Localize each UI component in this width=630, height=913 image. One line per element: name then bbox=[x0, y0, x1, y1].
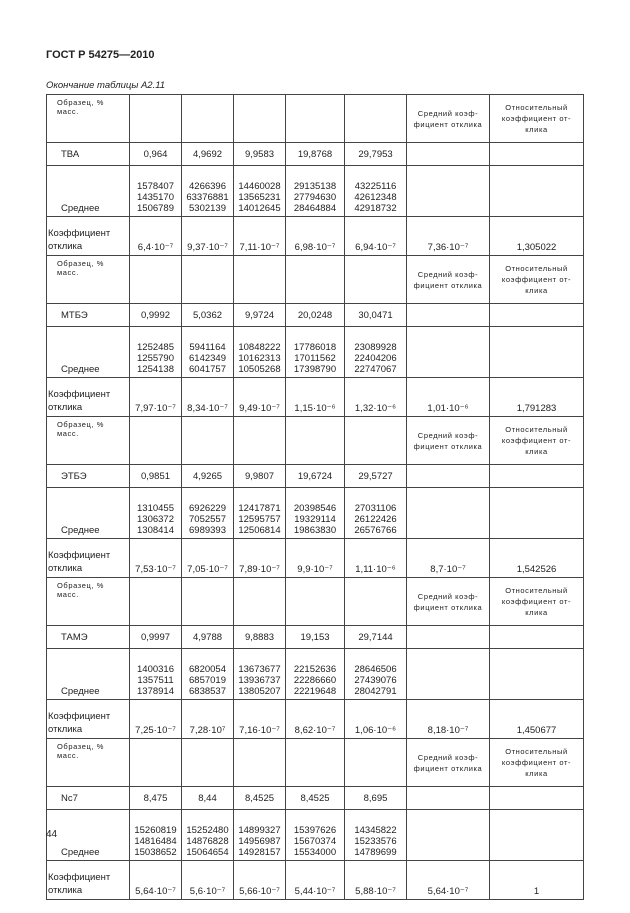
header-row bbox=[47, 417, 584, 465]
area-value: 29135138 bbox=[293, 181, 337, 192]
empty-cell bbox=[345, 578, 407, 626]
area-value: 15397626 bbox=[293, 825, 337, 836]
avg-coef-header: Средний коэф-фициент отклика bbox=[407, 417, 490, 465]
empty-cell bbox=[234, 95, 286, 143]
concentration-cell: 9,9583 bbox=[234, 143, 286, 166]
area-cell bbox=[182, 649, 234, 700]
empty-cell bbox=[407, 649, 490, 700]
rel-coef-header: Относительный коэффициент от-клика bbox=[490, 739, 584, 787]
area-value: 17398790 bbox=[293, 364, 337, 375]
coefficient-label: Коэффициент отклика bbox=[47, 539, 130, 578]
area-cell bbox=[182, 810, 234, 861]
coefficient-cell: 7,05·10⁻⁷ bbox=[182, 539, 234, 578]
area-cell bbox=[345, 810, 407, 861]
area-value: 13673677 bbox=[238, 664, 281, 675]
empty-cell bbox=[407, 166, 490, 217]
concentration-cell: 0,964 bbox=[130, 143, 182, 166]
rel-coef-value: 1,791283 bbox=[490, 378, 584, 417]
area-cell bbox=[345, 649, 407, 700]
empty-cell bbox=[490, 787, 584, 810]
area-value: 1378914 bbox=[137, 686, 174, 697]
area-value: 26122426 bbox=[354, 514, 397, 525]
area-cell bbox=[182, 488, 234, 539]
coefficient-cell: 5,44·10⁻⁷ bbox=[286, 861, 345, 900]
area-value: 6838537 bbox=[189, 686, 226, 697]
area-value: 1400316 bbox=[137, 664, 174, 675]
sample-label: Образец, % масс. bbox=[47, 417, 130, 465]
compound-row bbox=[47, 143, 584, 166]
area-value: 14460028 bbox=[238, 181, 281, 192]
area-value: 22152636 bbox=[293, 664, 337, 675]
area-value: 14012645 bbox=[238, 203, 281, 214]
area-cell bbox=[286, 488, 345, 539]
coefficient-cell: 7,16·10⁻⁷ bbox=[234, 700, 286, 739]
area-value: 63376881 bbox=[186, 192, 229, 203]
calibration-table bbox=[46, 94, 584, 900]
empty-cell bbox=[130, 256, 182, 304]
area-value: 15233576 bbox=[354, 836, 397, 847]
empty-cell bbox=[182, 95, 234, 143]
concentration-cell: 20,0248 bbox=[286, 304, 345, 327]
area-value: 42612348 bbox=[354, 192, 397, 203]
compound-name: ТАМЭ bbox=[47, 626, 130, 649]
coefficient-cell: 7,89·10⁻⁷ bbox=[234, 539, 286, 578]
coefficient-cell: 1,32·10⁻⁶ bbox=[345, 378, 407, 417]
area-cell bbox=[130, 649, 182, 700]
area-value: 19863830 bbox=[293, 525, 337, 536]
area-value: 5302139 bbox=[189, 203, 226, 214]
rel-coef-value: 1,542526 bbox=[490, 539, 584, 578]
coefficient-cell: 7,28·10⁷ bbox=[182, 700, 234, 739]
area-value: 6820054 bbox=[189, 664, 226, 675]
area-value: 43225116 bbox=[354, 181, 397, 192]
empty-cell bbox=[407, 626, 490, 649]
area-value: 27794630 bbox=[293, 192, 337, 203]
area-value: 26576766 bbox=[354, 525, 397, 536]
empty-cell bbox=[407, 810, 490, 861]
rel-coef-value: 1,450677 bbox=[490, 700, 584, 739]
empty-cell bbox=[130, 739, 182, 787]
header-row bbox=[47, 95, 584, 143]
area-value: 22747067 bbox=[354, 364, 397, 375]
area-value: 17786018 bbox=[293, 342, 337, 353]
areas-row bbox=[47, 488, 584, 539]
coefficient-cell: 5,64·10⁻⁷ bbox=[130, 861, 182, 900]
area-value: 1254138 bbox=[137, 364, 174, 375]
compound-name: ТВА bbox=[47, 143, 130, 166]
document-header: ГОСТ Р 54275—2010 bbox=[46, 49, 155, 61]
empty-cell bbox=[286, 739, 345, 787]
sample-label: Образец, % масс. bbox=[47, 95, 130, 143]
coefficient-cell: 5,66·10⁻⁷ bbox=[234, 861, 286, 900]
area-value: 28042791 bbox=[354, 686, 397, 697]
area-cell bbox=[345, 166, 407, 217]
area-value: 10848222 bbox=[238, 342, 281, 353]
coefficient-cell: 6,94·10⁻⁷ bbox=[345, 217, 407, 256]
area-value: 1578407 bbox=[137, 181, 174, 192]
compound-name: Nc7 bbox=[47, 787, 130, 810]
empty-cell bbox=[234, 578, 286, 626]
page-number: 44 bbox=[46, 829, 58, 840]
average-label: Среднее bbox=[47, 488, 130, 539]
empty-cell bbox=[286, 256, 345, 304]
empty-cell bbox=[407, 304, 490, 327]
area-value: 1308414 bbox=[137, 525, 174, 536]
empty-cell bbox=[490, 649, 584, 700]
area-value: 23089928 bbox=[354, 342, 397, 353]
concentration-cell: 9,9807 bbox=[234, 465, 286, 488]
header-row bbox=[47, 256, 584, 304]
empty-cell bbox=[286, 417, 345, 465]
area-value: 10162313 bbox=[238, 353, 281, 364]
concentration-cell: 0,9992 bbox=[130, 304, 182, 327]
area-value: 14899327 bbox=[238, 825, 281, 836]
concentration-cell: 8,4525 bbox=[286, 787, 345, 810]
sample-label: Образец, % масс. bbox=[47, 739, 130, 787]
area-value: 15252480 bbox=[186, 825, 229, 836]
coefficient-row bbox=[47, 539, 584, 578]
area-value: 22219648 bbox=[293, 686, 337, 697]
concentration-cell: 8,695 bbox=[345, 787, 407, 810]
area-value: 15064654 bbox=[186, 847, 229, 858]
coefficient-cell: 9,9·10⁻⁷ bbox=[286, 539, 345, 578]
coefficient-cell: 8,34·10⁻⁷ bbox=[182, 378, 234, 417]
avg-coef-value: 1,01·10⁻⁶ bbox=[407, 378, 490, 417]
empty-cell bbox=[490, 143, 584, 166]
area-value: 6142349 bbox=[189, 353, 226, 364]
area-value: 6857019 bbox=[189, 675, 226, 686]
area-value: 1306372 bbox=[137, 514, 174, 525]
empty-cell bbox=[490, 166, 584, 217]
concentration-cell: 19,6724 bbox=[286, 465, 345, 488]
area-value: 10505268 bbox=[238, 364, 281, 375]
average-label: Среднее bbox=[47, 166, 130, 217]
area-cell bbox=[234, 166, 286, 217]
area-value: 5941164 bbox=[189, 342, 226, 353]
area-value: 13565231 bbox=[238, 192, 281, 203]
area-value: 14816484 bbox=[134, 836, 177, 847]
concentration-cell: 4,9265 bbox=[182, 465, 234, 488]
area-value: 15670374 bbox=[293, 836, 337, 847]
concentration-cell: 30,0471 bbox=[345, 304, 407, 327]
area-cell bbox=[130, 810, 182, 861]
empty-cell bbox=[407, 488, 490, 539]
concentration-cell: 29,7144 bbox=[345, 626, 407, 649]
empty-cell bbox=[490, 810, 584, 861]
empty-cell bbox=[345, 417, 407, 465]
coefficient-label: Коэффициент отклика bbox=[47, 217, 130, 256]
coefficient-cell: 9,37·10⁻⁷ bbox=[182, 217, 234, 256]
area-cell bbox=[345, 488, 407, 539]
area-value: 14345822 bbox=[354, 825, 397, 836]
compound-row bbox=[47, 304, 584, 327]
empty-cell bbox=[345, 95, 407, 143]
empty-cell bbox=[490, 488, 584, 539]
area-value: 15038652 bbox=[134, 847, 177, 858]
area-value: 14928157 bbox=[238, 847, 281, 858]
area-value: 12595757 bbox=[238, 514, 281, 525]
avg-coef-value: 5,64·10⁻⁷ bbox=[407, 861, 490, 900]
concentration-cell: 4,9692 bbox=[182, 143, 234, 166]
concentration-cell: 9,8883 bbox=[234, 626, 286, 649]
table-caption: Окончание таблицы А2.11 bbox=[46, 80, 166, 91]
concentration-cell: 5,0362 bbox=[182, 304, 234, 327]
area-value: 13936737 bbox=[238, 675, 281, 686]
compound-row bbox=[47, 787, 584, 810]
area-value: 20398546 bbox=[293, 503, 337, 514]
empty-cell bbox=[407, 465, 490, 488]
coefficient-label: Коэффициент отклика bbox=[47, 861, 130, 900]
area-value: 12506814 bbox=[238, 525, 281, 536]
compound-name: МТБЭ bbox=[47, 304, 130, 327]
avg-coef-header: Средний коэф-фициент отклика bbox=[407, 95, 490, 143]
coefficient-cell: 5,6·10⁻⁷ bbox=[182, 861, 234, 900]
concentration-cell: 0,9851 bbox=[130, 465, 182, 488]
avg-coef-value: 8,18·10⁻⁷ bbox=[407, 700, 490, 739]
areas-row bbox=[47, 649, 584, 700]
area-value: 1357511 bbox=[137, 675, 174, 686]
rel-coef-header: Относительный коэффициент от-клика bbox=[490, 578, 584, 626]
empty-cell bbox=[234, 739, 286, 787]
average-label: Среднее bbox=[47, 810, 130, 861]
area-cell bbox=[286, 810, 345, 861]
empty-cell bbox=[407, 143, 490, 166]
area-value: 6926229 bbox=[189, 503, 226, 514]
coefficient-cell: 5,88·10⁻⁷ bbox=[345, 861, 407, 900]
concentration-cell: 8,44 bbox=[182, 787, 234, 810]
sample-label: Образец, % масс. bbox=[47, 256, 130, 304]
coefficient-label: Коэффициент отклика bbox=[47, 700, 130, 739]
area-cell bbox=[182, 327, 234, 378]
area-cell bbox=[286, 327, 345, 378]
area-value: 12417871 bbox=[238, 503, 281, 514]
avg-coef-header: Средний коэф-фициент отклика bbox=[407, 578, 490, 626]
coefficient-cell: 7,53·10⁻⁷ bbox=[130, 539, 182, 578]
coefficient-cell: 7,11·10⁻⁷ bbox=[234, 217, 286, 256]
concentration-cell: 0,9997 bbox=[130, 626, 182, 649]
concentration-cell: 8,475 bbox=[130, 787, 182, 810]
concentration-cell: 9,9724 bbox=[234, 304, 286, 327]
table-body bbox=[47, 95, 584, 900]
coefficient-cell: 1,06·10⁻⁶ bbox=[345, 700, 407, 739]
coefficient-cell: 7,97·10⁻⁷ bbox=[130, 378, 182, 417]
empty-cell bbox=[490, 626, 584, 649]
empty-cell bbox=[182, 256, 234, 304]
empty-cell bbox=[130, 578, 182, 626]
area-value: 19329114 bbox=[294, 514, 336, 525]
rel-coef-header: Относительный коэффициент от-клика bbox=[490, 256, 584, 304]
empty-cell bbox=[234, 256, 286, 304]
empty-cell bbox=[345, 256, 407, 304]
empty-cell bbox=[130, 95, 182, 143]
coefficient-cell: 9,49·10⁻⁷ bbox=[234, 378, 286, 417]
header-row bbox=[47, 739, 584, 787]
empty-cell bbox=[490, 304, 584, 327]
compound-row bbox=[47, 465, 584, 488]
area-cell bbox=[234, 649, 286, 700]
empty-cell bbox=[234, 417, 286, 465]
areas-row bbox=[47, 810, 584, 861]
area-value: 14956987 bbox=[238, 836, 281, 847]
area-value: 7052557 bbox=[189, 514, 226, 525]
coefficient-row bbox=[47, 861, 584, 900]
area-value: 1506789 bbox=[137, 203, 174, 214]
empty-cell bbox=[407, 327, 490, 378]
area-value: 1255790 bbox=[137, 353, 174, 364]
compound-name: ЭТБЭ bbox=[47, 465, 130, 488]
area-value: 13805207 bbox=[238, 686, 281, 697]
coefficient-cell: 7,25·10⁻⁷ bbox=[130, 700, 182, 739]
compound-row bbox=[47, 626, 584, 649]
empty-cell bbox=[182, 739, 234, 787]
area-cell bbox=[234, 488, 286, 539]
area-value: 6041757 bbox=[189, 364, 226, 375]
area-value: 27439076 bbox=[354, 675, 397, 686]
average-label: Среднее bbox=[47, 649, 130, 700]
empty-cell bbox=[182, 578, 234, 626]
area-value: 17011562 bbox=[294, 353, 336, 364]
sample-label: Образец, % масс. bbox=[47, 578, 130, 626]
concentration-cell: 29,5727 bbox=[345, 465, 407, 488]
empty-cell bbox=[286, 578, 345, 626]
empty-cell bbox=[130, 417, 182, 465]
concentration-cell: 8,4525 bbox=[234, 787, 286, 810]
area-cell bbox=[234, 327, 286, 378]
area-cell bbox=[130, 327, 182, 378]
rel-coef-header: Относительный коэффициент от-клика bbox=[490, 417, 584, 465]
area-value: 6989393 bbox=[189, 525, 226, 536]
area-value: 4266396 bbox=[189, 181, 226, 192]
area-cell bbox=[130, 488, 182, 539]
areas-row bbox=[47, 166, 584, 217]
empty-cell bbox=[490, 465, 584, 488]
empty-cell bbox=[407, 787, 490, 810]
area-value: 1310455 bbox=[137, 503, 174, 514]
empty-cell bbox=[345, 739, 407, 787]
area-value: 27031106 bbox=[354, 503, 397, 514]
concentration-cell: 19,8768 bbox=[286, 143, 345, 166]
avg-coef-value: 8,7·10⁻⁷ bbox=[407, 539, 490, 578]
concentration-cell: 19,153 bbox=[286, 626, 345, 649]
area-value: 1435170 bbox=[137, 192, 174, 203]
coefficient-cell: 1,11·10⁻⁶ bbox=[345, 539, 407, 578]
rel-coef-header: Относительный коэффициент от-клика bbox=[490, 95, 584, 143]
avg-coef-value: 7,36·10⁻⁷ bbox=[407, 217, 490, 256]
concentration-cell: 29,7953 bbox=[345, 143, 407, 166]
area-value: 14789699 bbox=[354, 847, 397, 858]
area-cell bbox=[182, 166, 234, 217]
area-cell bbox=[234, 810, 286, 861]
area-value: 22404206 bbox=[354, 353, 397, 364]
area-value: 14876828 bbox=[186, 836, 229, 847]
area-value: 22286660 bbox=[293, 675, 337, 686]
coefficient-row bbox=[47, 700, 584, 739]
empty-cell bbox=[182, 417, 234, 465]
rel-coef-value: 1 bbox=[490, 861, 584, 900]
area-value: 15534000 bbox=[293, 847, 337, 858]
avg-coef-header: Средний коэф-фициент отклика bbox=[407, 739, 490, 787]
coefficient-cell: 8,62·10⁻⁷ bbox=[286, 700, 345, 739]
area-cell bbox=[286, 166, 345, 217]
avg-coef-header: Средний коэф-фициент отклика bbox=[407, 256, 490, 304]
coefficient-cell: 1,15·10⁻⁶ bbox=[286, 378, 345, 417]
area-cell bbox=[345, 327, 407, 378]
coefficient-cell: 6,98·10⁻⁷ bbox=[286, 217, 345, 256]
coefficient-row bbox=[47, 378, 584, 417]
coefficient-row bbox=[47, 217, 584, 256]
areas-row bbox=[47, 327, 584, 378]
area-value: 1252485 bbox=[137, 342, 174, 353]
average-label: Среднее bbox=[47, 327, 130, 378]
rel-coef-value: 1,305022 bbox=[490, 217, 584, 256]
empty-cell bbox=[286, 95, 345, 143]
coefficient-cell: 6,4·10⁻⁷ bbox=[130, 217, 182, 256]
coefficient-label: Коэффициент отклика bbox=[47, 378, 130, 417]
area-value: 28646506 bbox=[354, 664, 397, 675]
area-value: 42918732 bbox=[354, 203, 397, 214]
area-value: 15260819 bbox=[134, 825, 177, 836]
empty-cell bbox=[490, 327, 584, 378]
concentration-cell: 4,9788 bbox=[182, 626, 234, 649]
header-row bbox=[47, 578, 584, 626]
area-cell bbox=[130, 166, 182, 217]
area-cell bbox=[286, 649, 345, 700]
area-value: 28464884 bbox=[293, 203, 337, 214]
